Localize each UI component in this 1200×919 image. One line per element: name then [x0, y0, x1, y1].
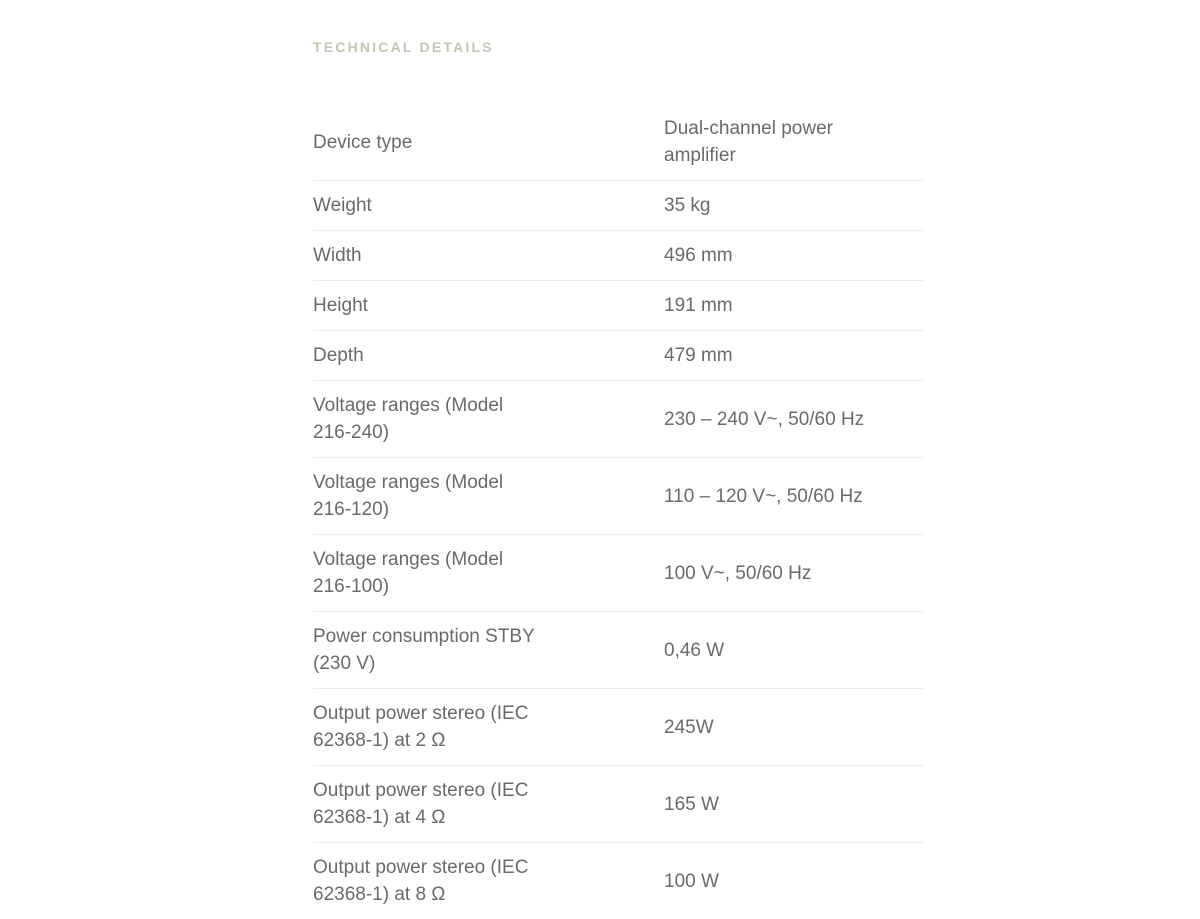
- spec-value: 191 mm: [664, 292, 879, 319]
- spec-row-device-type: [313, 104, 924, 181]
- spec-value: Dual-channel power amplifier: [664, 115, 879, 169]
- spec-row-voltage-216-240: [313, 381, 924, 458]
- spec-label: Weight: [313, 192, 543, 219]
- spec-label: Depth: [313, 342, 543, 369]
- spec-label: Voltage ranges (Model 216-120): [313, 469, 543, 523]
- spec-value: 230 – 240 V~, 50/60 Hz: [664, 406, 879, 433]
- spec-table: [313, 104, 924, 919]
- technical-details-section: [313, 38, 924, 919]
- spec-label: Height: [313, 292, 543, 319]
- spec-value: 0,46 W: [664, 637, 879, 664]
- spec-row-output-2-ohm: [313, 689, 924, 766]
- section-title: TECHNICAL DETAILS: [313, 38, 924, 56]
- spec-row-output-8-ohm: [313, 843, 924, 919]
- spec-value: 245W: [664, 714, 879, 741]
- spec-value: 496 mm: [664, 242, 879, 269]
- spec-row-power-consumption: [313, 612, 924, 689]
- spec-label: Power consumption STBY (230 V): [313, 623, 543, 677]
- spec-value: 165 W: [664, 791, 879, 818]
- spec-label: Width: [313, 242, 543, 269]
- spec-value: 100 V~, 50/60 Hz: [664, 560, 879, 587]
- spec-value: 35 kg: [664, 192, 879, 219]
- spec-label: Voltage ranges (Model 216-240): [313, 392, 543, 446]
- spec-row-output-4-ohm: [313, 766, 924, 843]
- spec-row-height: [313, 281, 924, 331]
- spec-row-width: [313, 231, 924, 281]
- spec-row-weight: [313, 181, 924, 231]
- spec-row-voltage-216-120: [313, 458, 924, 535]
- spec-value: 100 W: [664, 868, 879, 895]
- spec-label: Output power stereo (IEC 62368-1) at 2 Ω: [313, 700, 543, 754]
- spec-value: 479 mm: [664, 342, 879, 369]
- spec-label: Output power stereo (IEC 62368-1) at 4 Ω: [313, 777, 543, 831]
- spec-row-voltage-216-100: [313, 535, 924, 612]
- spec-row-depth: [313, 331, 924, 381]
- spec-label: Device type: [313, 129, 543, 156]
- spec-label: Voltage ranges (Model 216-100): [313, 546, 543, 600]
- spec-value: 110 – 120 V~, 50/60 Hz: [664, 483, 879, 510]
- spec-label: Output power stereo (IEC 62368-1) at 8 Ω: [313, 854, 543, 908]
